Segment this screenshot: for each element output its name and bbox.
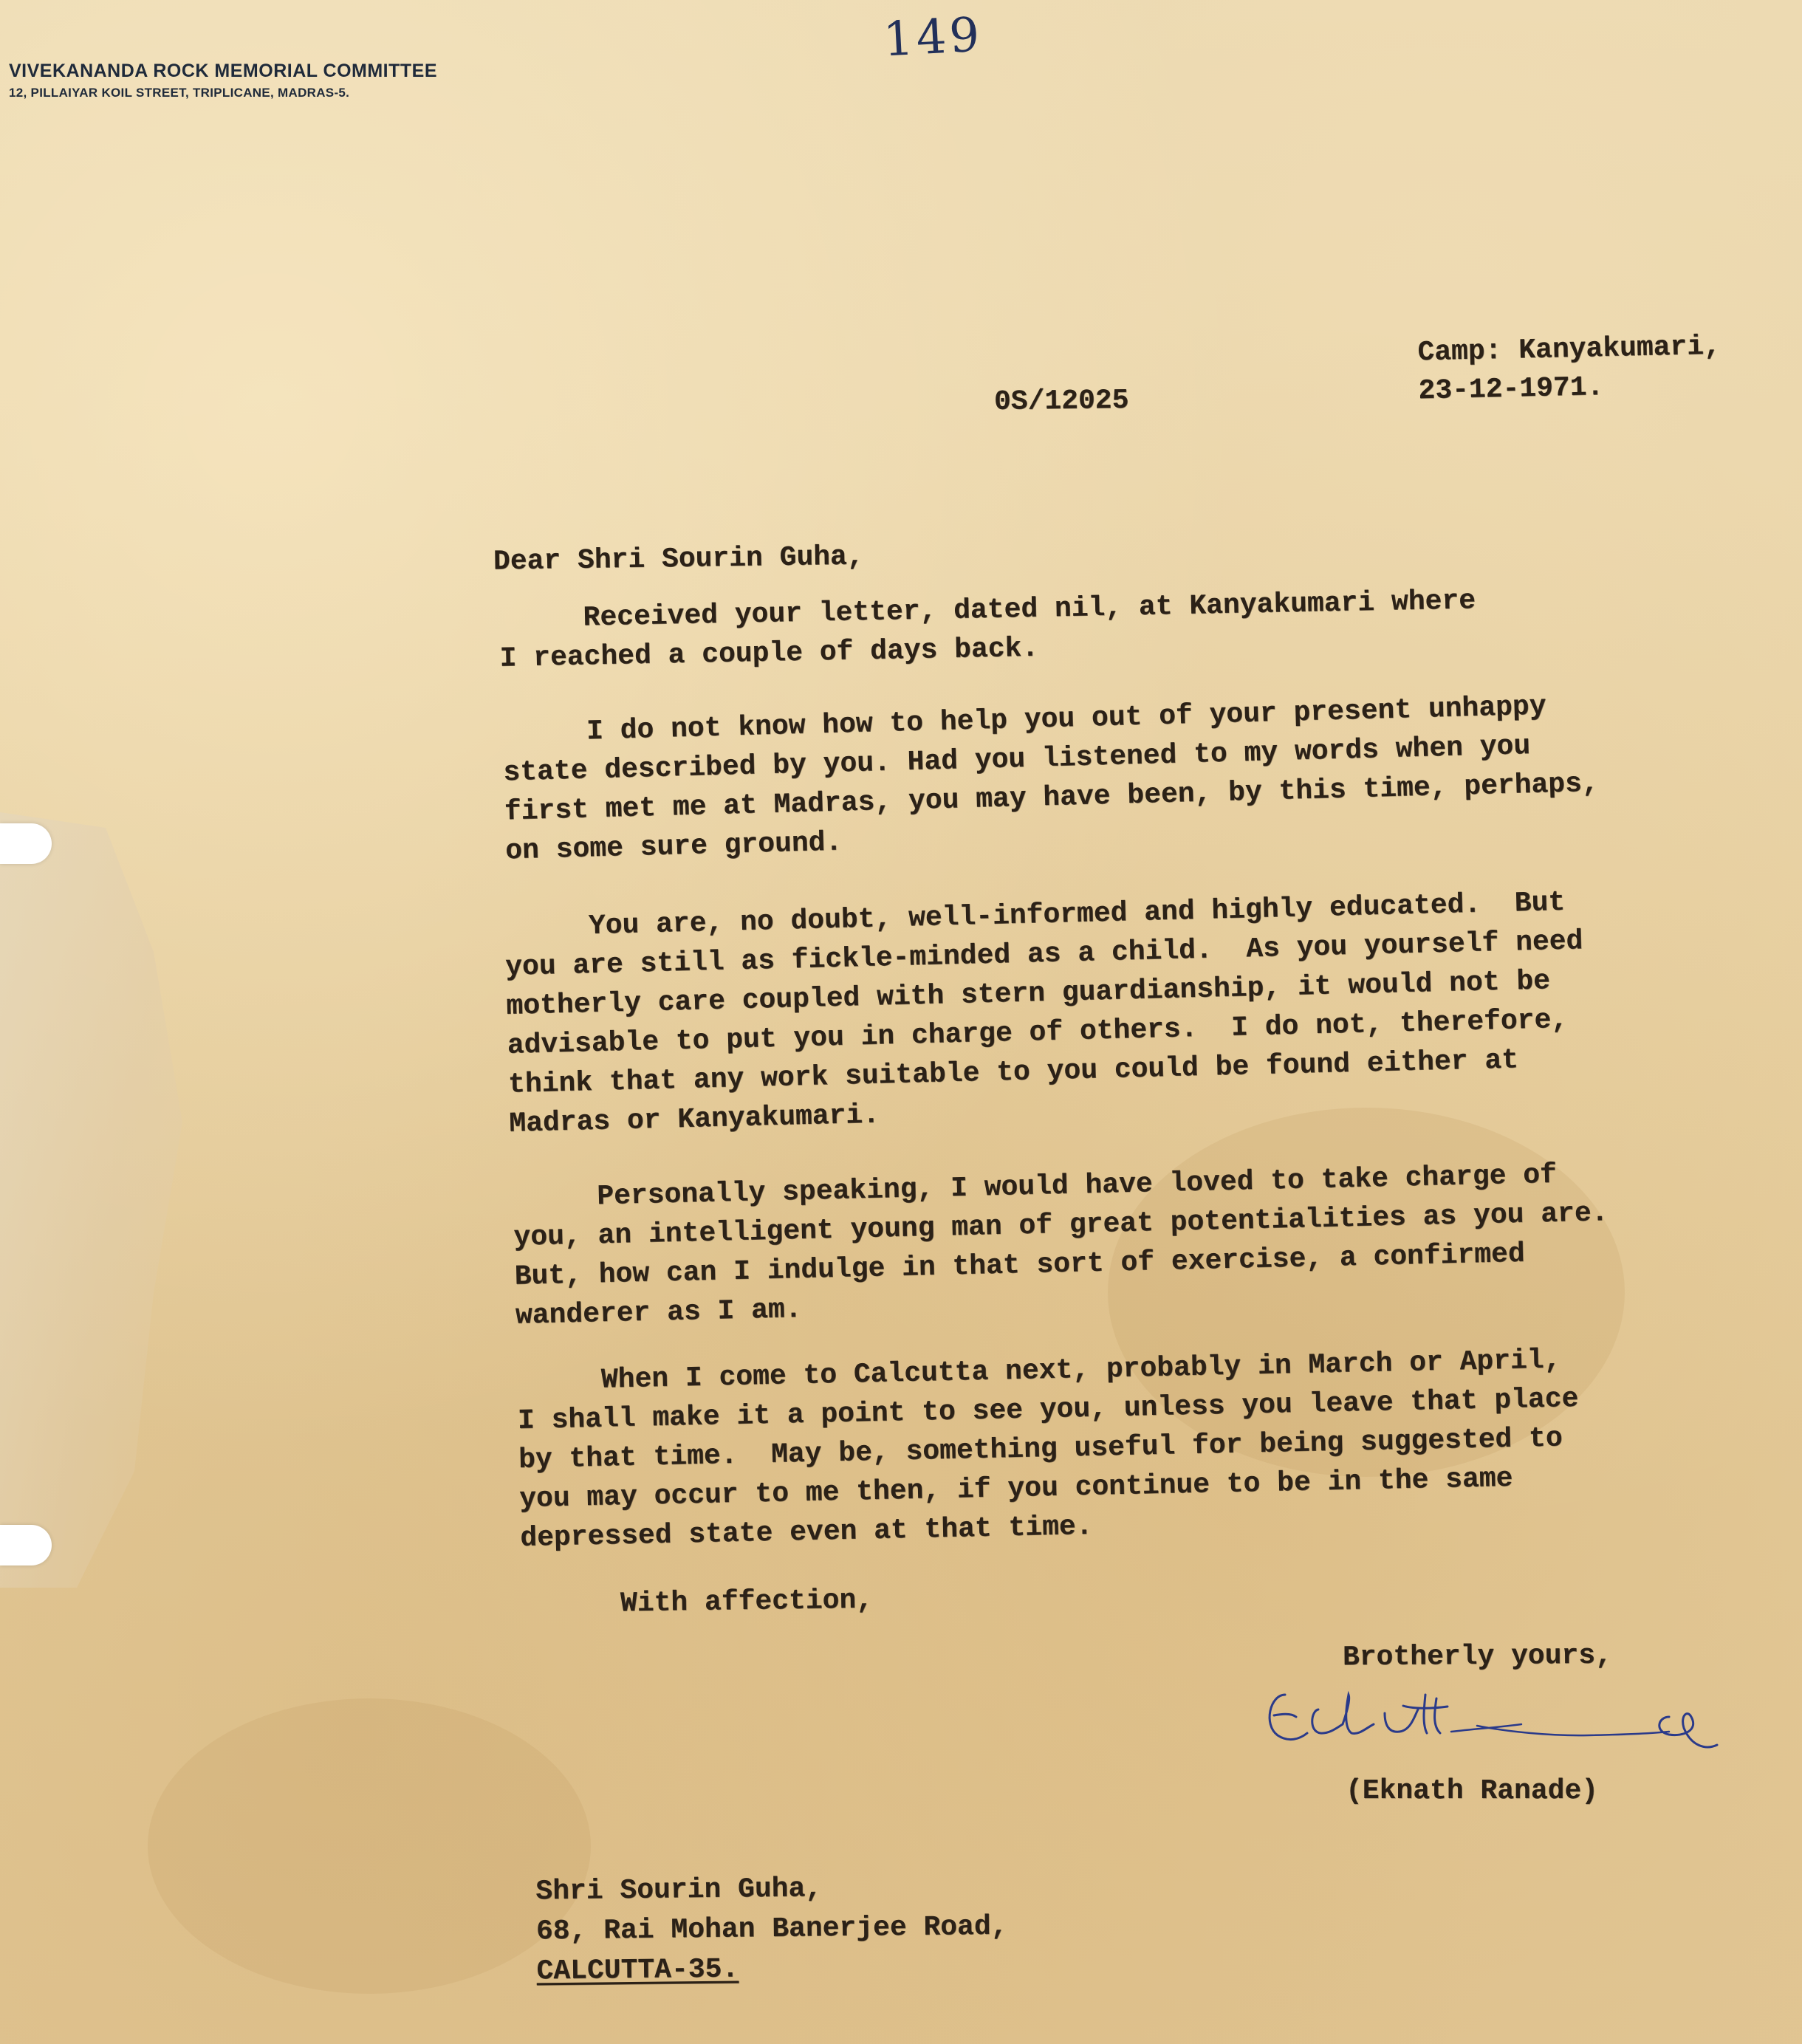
recipient-city: CALCUTTA-35. <box>536 1953 739 1988</box>
recipient-address <box>535 1868 1008 1992</box>
paragraph-4: Personally speaking, I would have loved to take charge of you, an intelligent young man of great potentialities as you are. But, how can I indulge in that sort of exercise, a confirmed wanderer as I am. <box>512 1159 1609 1332</box>
paragraph-1: Received your letter, dated nil, at Kanyakumari where I reached a couple of days back. <box>499 585 1476 675</box>
paper-stain <box>148 1698 591 1994</box>
letterhead-organization: VIVEKANANDA ROCK MEMORIAL COMMITTEE <box>9 61 437 81</box>
paragraph-2: I do not know how to help you out of your present unhappy state described by you. Had you listened to my words when you first met me at Madras, you may have been, by this time, perhaps, on some sure ground. <box>501 690 1600 868</box>
letterhead <box>9 58 437 103</box>
salutation: Dear Shri Sourin Guha, <box>493 541 864 578</box>
closing: With affection, <box>620 1584 874 1620</box>
letterhead-address: 12, PILLAIYAR KOIL STREET, TRIPLICANE, MADRAS-5. <box>9 86 350 100</box>
torn-edge <box>0 812 192 1588</box>
handwritten-signature <box>1255 1665 1743 1769</box>
paragraph-5: When I come to Calcutta next, probably in March or April, I shall make it a point to see you, unless you leave that place by that time. May be, something useful for being suggested to you may occur to me then, if you continue to be in the same depressed state even at that time. <box>516 1344 1579 1555</box>
recipient-street: 68, Rai Mohan Banerjee Road, <box>535 1910 1008 1948</box>
reference-number: 0S/12025 <box>993 385 1129 418</box>
recipient-name: Shri Sourin Guha, <box>535 1873 823 1908</box>
camp-date-block <box>1417 328 1722 411</box>
paragraph-3: You are, no doubt, well-informed and highly educated. But you are still as fickle-minded as a child. As you yourself need motherly care coupled with stern guardianship, it would not be advisable to put you in charge of others. I do not, therefore, think that any work suitable to you could be found either at Madras or Kanyakumari. <box>504 886 1583 1140</box>
punch-hole <box>0 823 52 864</box>
typed-signature-name: (Eknath Ranade) <box>1346 1775 1599 1807</box>
signoff: Brotherly yours, <box>1342 1639 1613 1674</box>
letter-date: 23-12-1971. <box>1418 371 1604 408</box>
handwritten-page-number: 149 <box>882 7 984 68</box>
punch-hole <box>0 1525 52 1565</box>
camp-location: Camp: Kanyakumari, <box>1417 330 1722 369</box>
